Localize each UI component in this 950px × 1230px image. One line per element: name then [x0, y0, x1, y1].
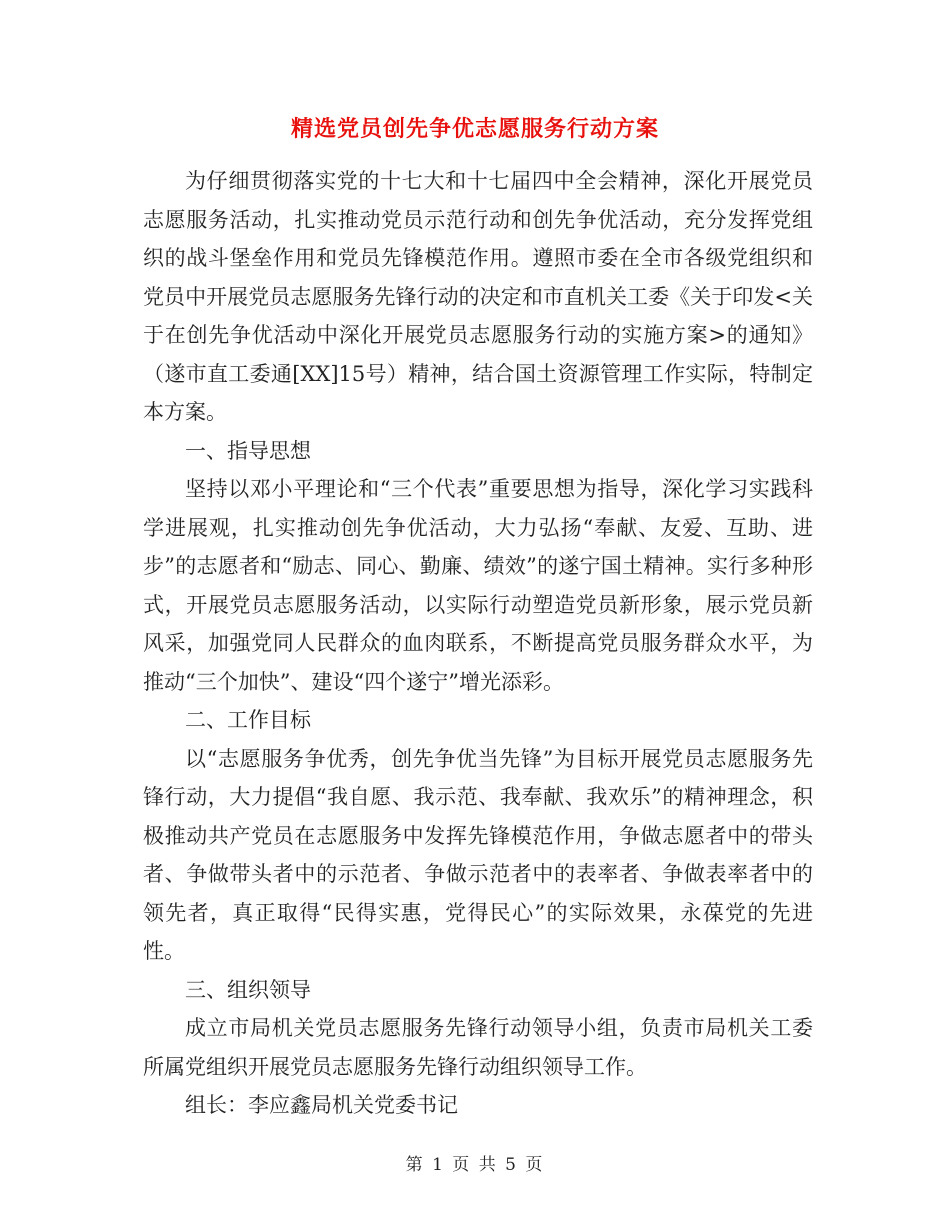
paragraph-work-goals: 以“志愿服务争优秀，创先争优当先锋”为目标开展党员志愿服务先锋行动，大力提倡“我自愿、我示范、我奉献、我欢乐”的精神理念，积极推动共产党员在志愿服务中发挥先锋模范作用，争做志愿者中的带头者、争做带头者中的示范者、争做示范者中的表率者、争做表率者中的领先者，真正取得“民得实惠，党得民心”的实际效果，永葆党的先进性。: [143, 746, 813, 963]
document-title: 精选党员创先争优志愿服务行动方案: [290, 116, 659, 142]
paragraph-group-leader: 组长：李应鑫局机关党委书记: [185, 1093, 458, 1117]
document-body: [143, 162, 813, 1125]
paragraph-guiding-ideology: 坚持以邓小平理论和“三个代表”重要思想为指导，深化学习实践科学进展观，扎实推动创先争优活动，大力弘扬“奉献、友爱、互助、进步”的志愿者和“励志、同心、勤廉、绩效”的遂宁国土精神。实行多种形式，开展党员志愿服务活动，以实际行动塑造党员新形象，展示党员新风采，加强党同人民群众的血肉联系，不断提高党员服务群众水平，为推动“三个加快”、建设“四个遂宁”增光添彩。: [143, 477, 813, 694]
paragraph-organization: 成立市局机关党员志愿服务先锋行动领导小组，负责市局机关工委所属党组织开展党员志愿服务先锋行动组织领导工作。: [143, 1016, 813, 1079]
section-heading-guiding-ideology: 一、指导思想: [185, 438, 311, 463]
section-heading-work-goals: 二、工作目标: [185, 708, 311, 732]
page-number-footer: 第 1 页 共 5 页: [405, 1155, 545, 1175]
section-heading-organization: 三、组织领导: [185, 977, 311, 1002]
paragraph-intro: 为仔细贯彻落实党的十七大和十七届四中全会精神，深化开展党员志愿服务活动，扎实推动党员示范行动和创先争优活动，充分发挥党组织的战斗堡垒作用和党员先锋模范作用。遵照市委在全市各级党组织和党员中开展党员志愿服务先锋行动的决定和市直机关工委《关于印发<关于在创先争优活动中深化开展党员志愿服务行动的实施方案>的通知》（遂市直工委通[XX]15号）精神，结合国土资源管理工作实际，特制定本方案。: [143, 169, 813, 424]
